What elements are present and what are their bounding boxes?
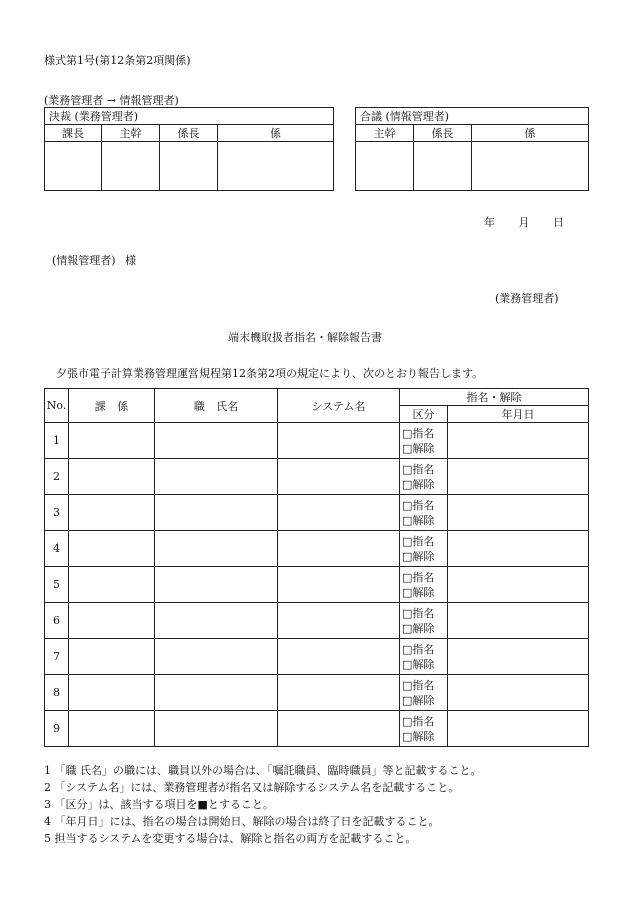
designation-table	[44, 388, 589, 747]
section-cell[interactable]	[69, 603, 155, 639]
note-item: 3 「区分」は、該当する項目を■とすること。	[44, 798, 274, 811]
section-cell[interactable]	[69, 675, 155, 711]
approval-col-kakaricho: 係長	[414, 125, 472, 142]
approval-col-shukan: 主幹	[356, 125, 414, 142]
document-title: 端末機取扱者指名・解除報告書	[228, 331, 382, 344]
col-header-name: 職 氏名	[155, 389, 278, 423]
name-cell[interactable]	[155, 675, 278, 711]
checkbox-designate[interactable]: □指名	[402, 606, 435, 620]
form-number: 様式第1号(第12条第2項関係)	[44, 54, 191, 67]
intro-text: 夕張市電子計算業務管理運営規程第12条第2項の規定により、次のとおり報告します。	[56, 367, 484, 380]
section-cell[interactable]	[69, 495, 155, 531]
col-header-system: システム名	[278, 389, 400, 423]
approval-right-title: 合議 (情報管理者)	[356, 108, 589, 125]
system-cell[interactable]	[278, 423, 400, 459]
stamp-cell[interactable]	[356, 142, 414, 191]
approval-col-kakaricho: 係長	[160, 125, 218, 142]
note-item: 4 「年月日」には、指名の場合は開始日、解除の場合は終了日を記載すること。	[44, 815, 440, 828]
name-cell[interactable]	[155, 495, 278, 531]
approval-col-kakari: 係	[218, 125, 334, 142]
stamp-cell[interactable]	[414, 142, 472, 191]
col-header-date: 年月日	[448, 406, 589, 423]
stamp-cell[interactable]	[218, 142, 334, 191]
approval-col-kakari: 係	[472, 125, 589, 142]
name-cell[interactable]	[155, 459, 278, 495]
name-cell[interactable]	[155, 603, 278, 639]
row-number: 4	[45, 531, 69, 567]
table-row	[45, 423, 589, 459]
date-cell[interactable]	[448, 459, 589, 495]
approval-col-shukan: 主幹	[102, 125, 160, 142]
category-cell	[400, 531, 448, 567]
category-cell	[400, 495, 448, 531]
table-row	[45, 567, 589, 603]
system-cell[interactable]	[278, 459, 400, 495]
name-cell[interactable]	[155, 423, 278, 459]
note-item: 2 「システム名」には、業務管理者が指名又は解除するシステム名を記載すること。	[44, 781, 460, 794]
row-number: 3	[45, 495, 69, 531]
table-row	[45, 603, 589, 639]
checkbox-designate[interactable]: □指名	[402, 534, 435, 548]
category-cell	[400, 459, 448, 495]
notes	[44, 762, 482, 847]
row-number: 6	[45, 603, 69, 639]
table-row	[45, 675, 589, 711]
name-cell[interactable]	[155, 567, 278, 603]
system-cell[interactable]	[278, 603, 400, 639]
checkbox-designate[interactable]: □指名	[402, 570, 435, 584]
date-cell[interactable]	[448, 495, 589, 531]
system-cell[interactable]	[278, 639, 400, 675]
system-cell[interactable]	[278, 567, 400, 603]
checkbox-designate[interactable]: □指名	[402, 678, 435, 692]
stamp-cell[interactable]	[102, 142, 160, 191]
date-cell[interactable]	[448, 423, 589, 459]
table-row	[45, 495, 589, 531]
table-row	[45, 639, 589, 675]
category-cell	[400, 675, 448, 711]
row-number: 7	[45, 639, 69, 675]
system-cell[interactable]	[278, 711, 400, 747]
row-number: 1	[45, 423, 69, 459]
note-item: 1 「職 氏名」の職には、職員以外の場合は、「嘱託職員、臨時職員」等と記載すること。	[44, 764, 482, 777]
col-header-designation: 指名・解除	[400, 389, 589, 406]
section-cell[interactable]	[69, 639, 155, 675]
col-header-section: 課 係	[69, 389, 155, 423]
category-cell	[400, 603, 448, 639]
table-row	[45, 711, 589, 747]
approval-left-title: 決裁 (業務管理者)	[45, 108, 334, 125]
row-number: 8	[45, 675, 69, 711]
category-cell	[400, 639, 448, 675]
date-cell[interactable]	[448, 675, 589, 711]
checkbox-release[interactable]: □解除	[402, 549, 435, 563]
date-cell[interactable]	[448, 603, 589, 639]
section-cell[interactable]	[69, 531, 155, 567]
stamp-cell[interactable]	[45, 142, 102, 191]
table-row	[45, 531, 589, 567]
addressee: (情報管理者) 様	[52, 254, 137, 267]
stamp-cell[interactable]	[160, 142, 218, 191]
approval-box-right	[355, 107, 589, 191]
category-cell	[400, 711, 448, 747]
system-cell[interactable]	[278, 531, 400, 567]
routing-line: (業務管理者 → 情報管理者)	[44, 94, 179, 107]
checkbox-release[interactable]: □解除	[402, 621, 435, 635]
section-cell[interactable]	[69, 459, 155, 495]
row-number: 5	[45, 567, 69, 603]
checkbox-release[interactable]: □解除	[402, 477, 435, 491]
checkbox-release[interactable]: □解除	[402, 585, 435, 599]
date-cell[interactable]	[448, 711, 589, 747]
date-cell[interactable]	[448, 531, 589, 567]
checkbox-designate[interactable]: □指名	[402, 498, 435, 512]
checkbox-release[interactable]: □解除	[402, 693, 435, 707]
checkbox-designate[interactable]: □指名	[402, 462, 435, 476]
section-cell[interactable]	[69, 711, 155, 747]
category-cell	[400, 423, 448, 459]
date-line: 年 月 日	[484, 216, 564, 229]
date-cell[interactable]	[448, 639, 589, 675]
section-cell[interactable]	[69, 567, 155, 603]
checkbox-release[interactable]: □解除	[402, 513, 435, 527]
approval-box-left	[44, 107, 334, 191]
category-cell	[400, 567, 448, 603]
checkbox-release[interactable]: □解除	[402, 729, 435, 743]
row-number: 2	[45, 459, 69, 495]
system-cell[interactable]	[278, 675, 400, 711]
row-number: 9	[45, 711, 69, 747]
checkbox-release[interactable]: □解除	[402, 657, 435, 671]
col-header-no: No.	[45, 389, 69, 423]
note-item: 5 担当するシステムを変更する場合は、解除と指名の両方を記載すること。	[44, 832, 417, 845]
date-cell[interactable]	[448, 567, 589, 603]
name-cell[interactable]	[155, 711, 278, 747]
approval-col-kacho: 課長	[45, 125, 102, 142]
sender: (業務管理者)	[495, 292, 559, 305]
system-cell[interactable]	[278, 495, 400, 531]
col-header-category: 区分	[400, 406, 448, 423]
checkbox-release[interactable]: □解除	[402, 441, 435, 455]
checkbox-designate[interactable]: □指名	[402, 714, 435, 728]
table-row	[45, 459, 589, 495]
name-cell[interactable]	[155, 639, 278, 675]
stamp-cell[interactable]	[472, 142, 589, 191]
name-cell[interactable]	[155, 531, 278, 567]
checkbox-designate[interactable]: □指名	[402, 642, 435, 656]
checkbox-designate[interactable]: □指名	[402, 426, 435, 440]
section-cell[interactable]	[69, 423, 155, 459]
